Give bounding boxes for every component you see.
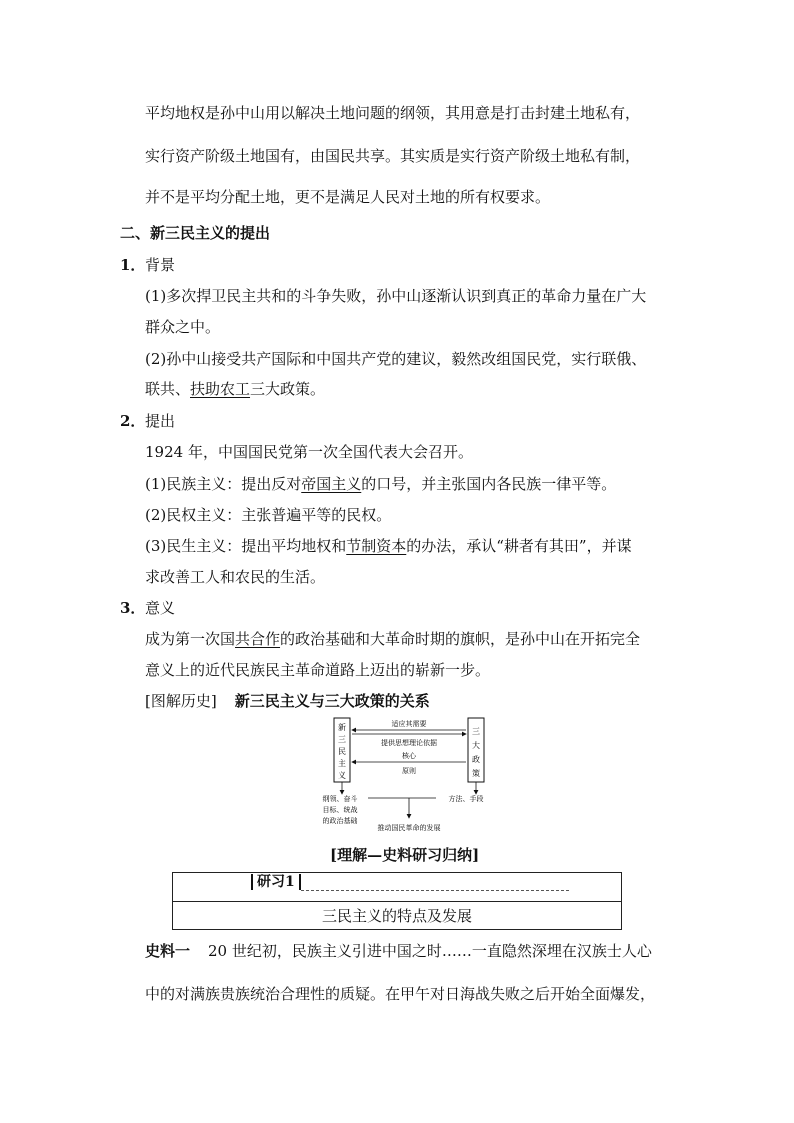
underlined-keyword: 扶助农工 <box>190 380 251 398</box>
right-box-char: 大 <box>472 741 480 750</box>
arrow-label: 核心 <box>402 752 416 760</box>
bottom-left-label: 目标、统战 <box>322 806 358 814</box>
subsection-title: 背景 <box>145 256 176 274</box>
subsection-number: 2． <box>120 412 146 430</box>
left-box-char: 主 <box>338 759 346 768</box>
study-tag: 研习1 <box>251 874 301 890</box>
arrow-label: 提供思想理论依据 <box>381 739 437 747</box>
left-box-char: 三 <box>338 735 346 744</box>
list-item: 群众之中。 <box>145 318 221 336</box>
text-span: 的办法，承认“耕者有其田”，并谋 <box>406 537 632 555</box>
caption-title: 新三民主义与三大政策的关系 <box>234 692 430 710</box>
text-span: 的口号，并主张国内各民族一律平等。 <box>361 475 617 493</box>
text-span: 三大政策。 <box>250 380 326 398</box>
underlined-keyword: 帝国主义 <box>301 475 362 493</box>
paragraph-line: 意义上的近代民族民主革命道路上迈出的崭新一步。 <box>145 661 491 679</box>
understanding-heading: [理解—史料研习归纳] <box>330 846 480 864</box>
underlined-keyword: 节制资本 <box>346 537 407 555</box>
subsection-title: 提出 <box>145 412 176 430</box>
study-box-title: 三民主义的特点及发展 <box>321 907 472 925</box>
bottom-left-label: 纲领、奋斗 <box>322 795 358 803</box>
relationship-diagram <box>318 712 494 834</box>
left-box-char: 新 <box>338 723 346 732</box>
underlined-keyword: 共合作 <box>235 630 281 648</box>
text-span: 20 世纪初，民族主义引进中国之时……一直隐然深埋在汉族士人心 <box>208 942 652 960</box>
right-box-char: 策 <box>472 769 480 778</box>
bottom-left-label: 的政治基础 <box>322 817 358 825</box>
subsection-title: 意义 <box>145 599 176 617</box>
text-span: (3)民生主义：提出平均地权和 <box>145 537 347 555</box>
paragraph-line <box>145 628 640 649</box>
study-box-header <box>173 873 621 902</box>
arrow-label: 原则 <box>402 767 416 775</box>
list-item <box>145 378 325 399</box>
paragraph-line: 实行资产阶级土地国有，由国民共享。其实质是实行资产阶级土地私有制， <box>145 147 641 165</box>
source-line: 中的对满族贵族统治合理性的质疑。在甲午对日海战失败之后开始全面爆发， <box>145 985 656 1003</box>
list-item <box>145 535 632 556</box>
paragraph-line: 平均地权是孙中山用以解决土地问题的纲领，其用意是打击封建土地私有， <box>145 104 641 122</box>
source-label: 史料一 <box>145 942 191 960</box>
bottom-right-label: 方法、手段 <box>448 795 484 803</box>
subsection-number: 1． <box>120 256 146 274</box>
diagram-caption <box>145 690 430 711</box>
source-line <box>145 940 652 961</box>
left-box-char: 义 <box>338 771 346 780</box>
caption-tag: [图解历史] <box>145 692 217 710</box>
list-item: (2)民权主义：主张普遍平等的民权。 <box>145 506 392 524</box>
subsection-number: 3． <box>120 599 146 617</box>
list-item: 求改善工人和农民的生活。 <box>145 568 326 586</box>
section-heading: 二、新三民主义的提出 <box>120 224 271 242</box>
dashed-divider <box>301 890 569 891</box>
list-item: (1)多次捍卫民主共和的斗争失败，孙中山逐渐认识到真正的革命力量在广大 <box>145 287 647 305</box>
text-span: 的政治基础和大革命时期的旗帜，是孙中山在开拓完全 <box>280 630 641 648</box>
arrow-label: 适应其需要 <box>391 720 427 728</box>
text-span: 联共、 <box>145 380 191 398</box>
text-span: 成为第一次国 <box>145 630 236 648</box>
paragraph-line: 并不是平均分配土地，更不是满足人民对土地的所有权要求。 <box>145 188 551 206</box>
study-box <box>172 872 622 930</box>
bottom-center-label: 推动国民革命的发展 <box>377 824 441 832</box>
list-item: 1924 年，中国国民党第一次全国代表大会召开。 <box>145 443 473 461</box>
list-item: (2)孙中山接受共产国际和中国共产党的建议，毅然改组国民党，实行联俄、 <box>145 350 647 368</box>
right-box-char: 三 <box>472 727 480 736</box>
right-box-char: 政 <box>472 755 480 764</box>
list-item <box>145 473 616 494</box>
text-span: (1)民族主义：提出反对 <box>145 475 302 493</box>
left-box-char: 民 <box>338 747 346 756</box>
